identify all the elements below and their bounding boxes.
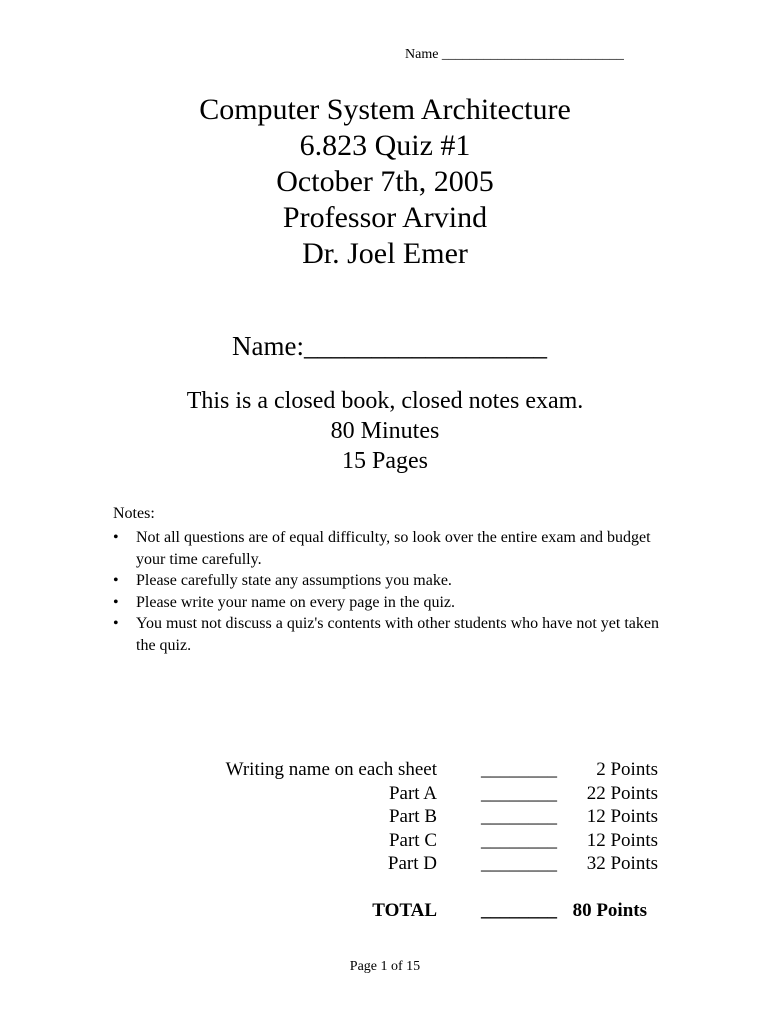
score-points: 2 Points [596, 759, 658, 780]
instructor-name: Dr. Joel Emer [302, 237, 468, 270]
list-item [113, 527, 673, 570]
score-points: 12 Points [586, 829, 658, 851]
total-row [150, 876, 670, 923]
bullet-icon: • [113, 593, 119, 611]
note-text: Please write your name on every page in the quiz. [136, 593, 455, 611]
student-name-field: Name:__________________ [232, 331, 547, 361]
total-label: TOTAL [372, 899, 437, 921]
quiz-title: 6.823 Quiz #1 [299, 129, 471, 162]
score-label: Part C [388, 829, 437, 851]
table-row [150, 758, 670, 782]
page-number: Page 1 of 15 [349, 959, 421, 974]
quiz-date: October 7th, 2005 [276, 165, 494, 198]
bullet-icon: • [113, 615, 119, 632]
total-blank: ________ [481, 899, 557, 921]
score-blank: ________ [481, 853, 557, 875]
score-table [150, 758, 670, 923]
notes-heading: Notes: [113, 505, 155, 522]
list-item [113, 570, 673, 592]
score-label: Part B [388, 806, 437, 828]
bullet-icon: • [113, 572, 119, 589]
score-points: 12 Points [586, 806, 658, 828]
course-title: Computer System Architecture [199, 93, 571, 126]
score-blank: ________ [481, 782, 557, 804]
note-text: You must not discuss a quiz's contents with other students who have not yet taken the quiz. [136, 615, 659, 654]
score-points: 22 Points [586, 782, 658, 804]
score-points: 32 Points [586, 853, 658, 875]
score-label: Part A [388, 782, 437, 804]
score-label: Writing name on each sheet [225, 759, 437, 780]
professor-name: Professor Arvind [282, 201, 488, 234]
table-row [150, 805, 670, 829]
header-name-field: Name __________________________ [405, 47, 624, 62]
table-row [150, 782, 670, 806]
note-text: Please carefully state any assumptions you make. [136, 572, 452, 589]
list-item [113, 613, 673, 656]
score-blank: ________ [481, 806, 557, 828]
bullet-icon: • [113, 529, 119, 546]
table-row [150, 829, 670, 853]
title-block [0, 92, 770, 272]
exam-rules: This is a closed book, closed notes exam. [186, 388, 584, 414]
exam-info [0, 386, 770, 476]
total-points: 80 Points [572, 899, 647, 921]
exam-duration: 80 Minutes [330, 418, 440, 444]
table-row [150, 852, 670, 876]
notes-list [113, 527, 673, 656]
list-item [113, 592, 673, 614]
note-text: Not all questions are of equal difficulty, so look over the entire exam and budget your time carefully. [136, 529, 651, 568]
exam-page-count: 15 Pages [342, 448, 428, 474]
score-label: Part D [387, 853, 437, 875]
score-blank: ________ [481, 759, 557, 780]
score-blank: ________ [481, 829, 557, 851]
